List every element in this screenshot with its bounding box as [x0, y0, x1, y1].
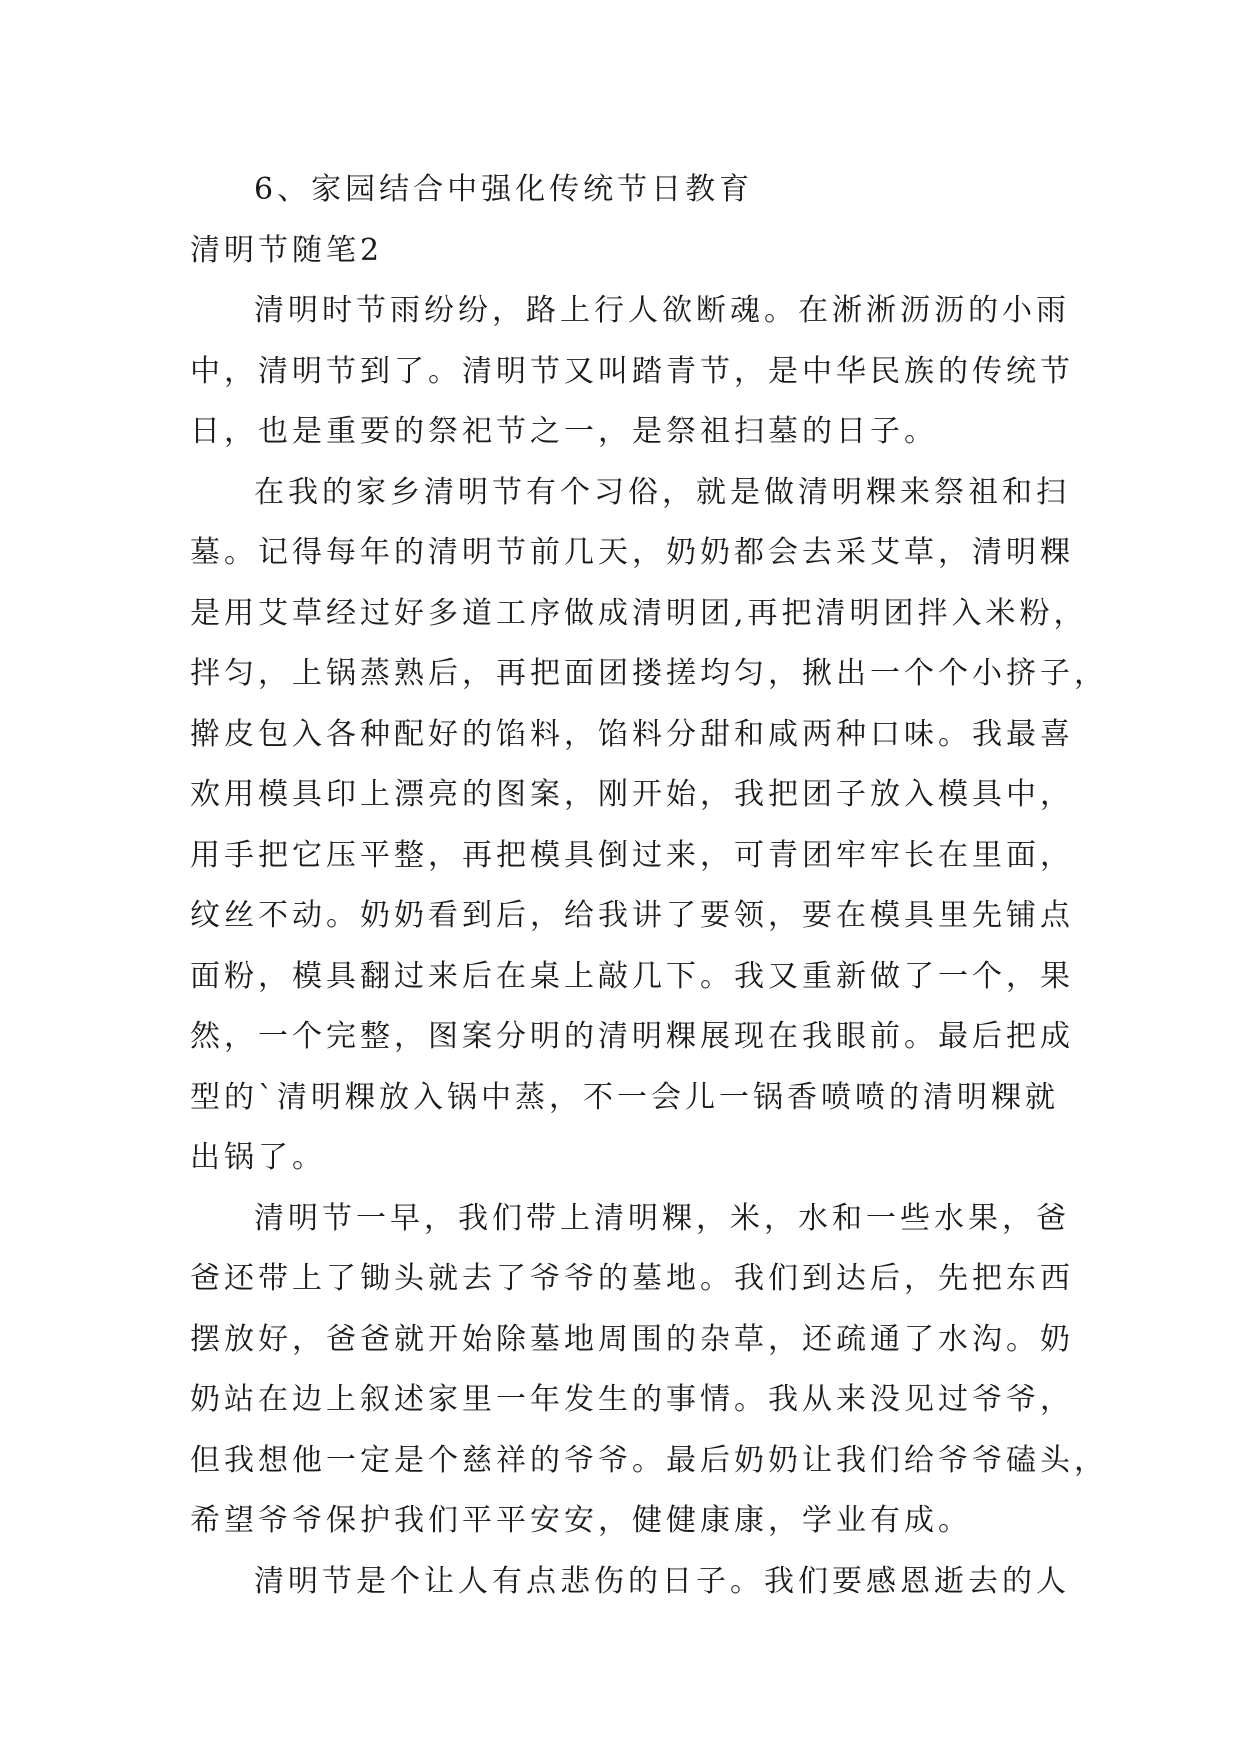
paragraph-line: 希望爷爷保护我们平平安安，健健康康，学业有成。: [190, 1503, 972, 1538]
paragraph-line: 擀皮包入各种配好的馅料，馅料分甜和咸两种口味。我最喜: [190, 716, 1074, 752]
paragraph-line: 纹丝不动。奶奶看到后，给我讲了要领，要在模具里先铺点: [190, 898, 1074, 933]
paragraph-line: 奶站在边上叙述家里一年发生的事情。我从来没见过爷爷，: [190, 1382, 1074, 1417]
paragraph-line: 面粉，模具翻过来后在桌上敲几下。我又重新做了一个，果: [190, 958, 1074, 994]
paragraph-line: 墓。记得每年的清明节前几天，奶奶都会去采艾草，清明粿: [190, 535, 1074, 570]
essay-title: 清明节随笔2: [190, 232, 384, 268]
paragraph-line: 摆放好，爸爸就开始除墓地周围的杂草，还疏通了水沟。奶: [190, 1321, 1074, 1357]
document-body: [190, 160, 1108, 1612]
paragraph-line: 中，清明节到了。清明节又叫踏青节，是中华民族的传统节: [190, 353, 1074, 389]
paragraph-line: 出锅了。: [190, 1140, 326, 1175]
paragraph-line: 型的`清明粿放入锅中蒸，不一会儿一锅香喷喷的清明粿就: [190, 1079, 1059, 1115]
paragraph-line: 清明节一早，我们带上清明粿，米，水和一些水果，爸: [254, 1200, 1070, 1236]
paragraph-line: 但我想他一定是个慈祥的爷爷。最后奶奶让我们给爷爷磕头，: [190, 1442, 1108, 1478]
paragraph-line: 清明节是个让人有点悲伤的日子。我们要感恩逝去的人: [254, 1563, 1070, 1599]
paragraph-line: 用手把它压平整，再把模具倒过来，可青团牢牢长在里面，: [190, 837, 1074, 873]
paragraph-line: 欢用模具印上漂亮的图案，刚开始，我把团子放入模具中，: [190, 777, 1074, 812]
paragraph-line: 然，一个完整，图案分明的清明粿展现在我眼前。最后把成: [190, 1019, 1074, 1054]
paragraph-line: 是用艾草经过好多道工序做成清明团,再把清明团拌入米粉，: [190, 595, 1088, 631]
paragraph-line: 爸还带上了锄头就去了爷爷的墓地。我们到达后，先把东西: [190, 1261, 1074, 1296]
paragraph-line: 日，也是重要的祭祀节之一，是祭祖扫墓的日子。: [190, 414, 938, 449]
paragraph-line: 拌匀，上锅蒸熟后，再把面团搂搓均匀，揪出一个个小挤子，: [190, 656, 1108, 691]
section-heading: 6、家园结合中强化传统节日教育: [254, 172, 754, 207]
paragraph-line: 在我的家乡清明节有个习俗，就是做清明粿来祭祖和扫: [254, 474, 1070, 510]
paragraph-line: 清明时节雨纷纷，路上行人欲断魂。在淅淅沥沥的小雨: [254, 293, 1070, 328]
